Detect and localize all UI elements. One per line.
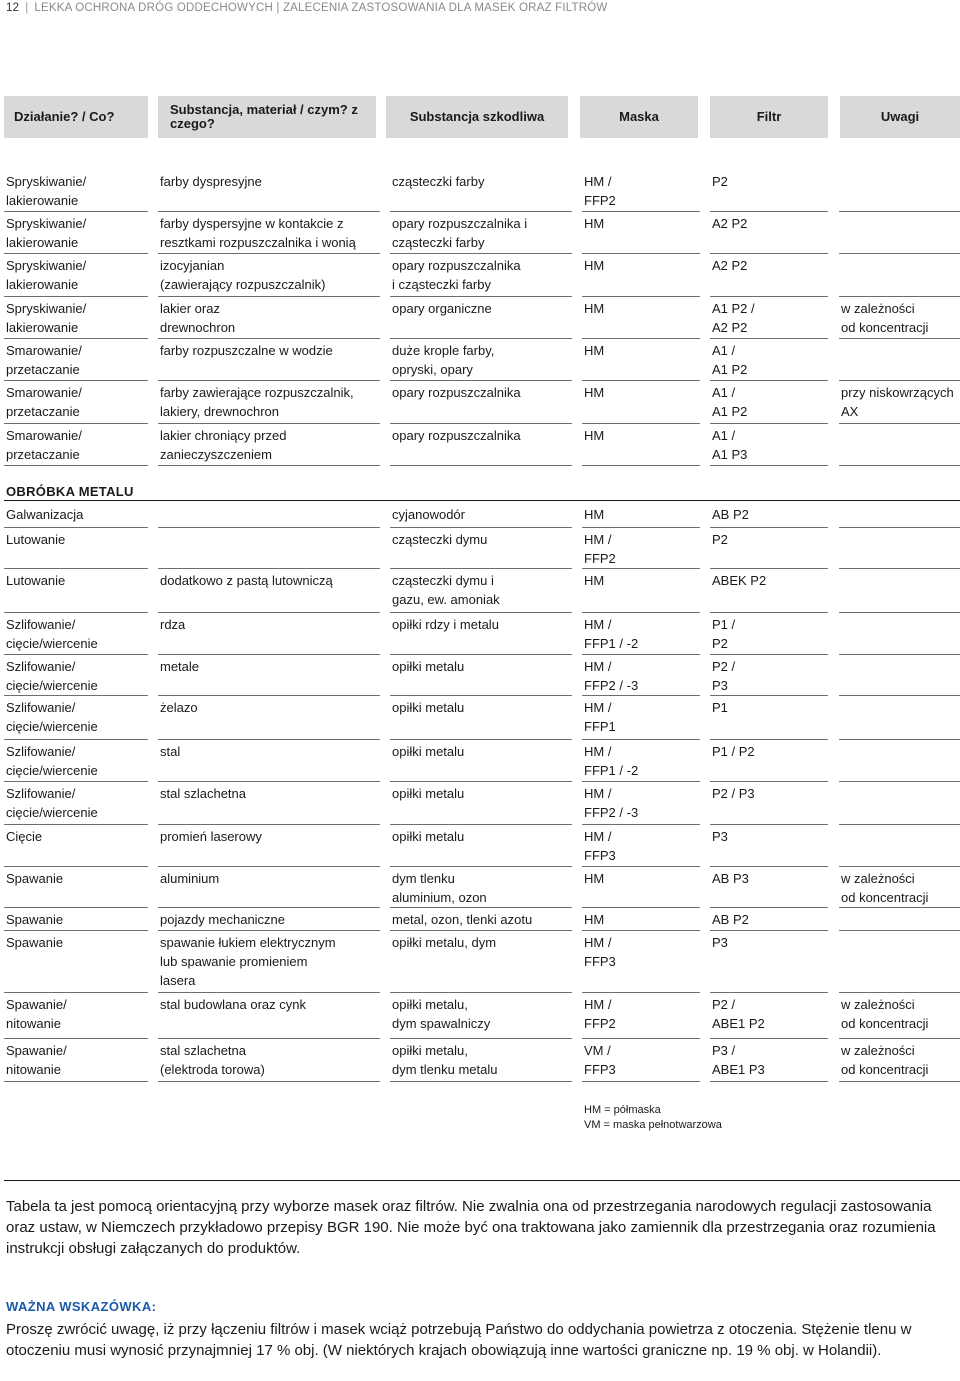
- notes-cell: w zależności od koncentracji: [841, 871, 929, 905]
- table-row: [0, 933, 960, 995]
- substance-cell: opiłki metalu, dym spawalniczy: [392, 997, 491, 1031]
- row-rule: [4, 1038, 148, 1039]
- action-cell: Spawanie: [6, 871, 64, 886]
- row-rule: [390, 296, 572, 297]
- material-cell: promień laserowy: [160, 829, 262, 844]
- row-rule: [4, 568, 148, 569]
- row-rule: [710, 568, 828, 569]
- row-rule: [710, 612, 828, 613]
- substance-cell: opiłki metalu, dym: [392, 935, 497, 950]
- mask-cell: HM: [584, 258, 605, 273]
- row-rule: [710, 1038, 828, 1039]
- action-cell: Spryskiwanie/ lakierowanie: [6, 216, 87, 250]
- row-rule: [839, 380, 960, 381]
- substance-cell: opary rozpuszczalnika i cząsteczki farby: [392, 258, 521, 292]
- row-rule: [839, 654, 960, 655]
- substance-cell: dym tlenku aluminium, ozon: [392, 871, 487, 905]
- row-rule: [158, 781, 380, 782]
- row-rule: [158, 211, 380, 212]
- table-row: [0, 784, 960, 827]
- row-rule: [158, 739, 380, 740]
- mask-cell: HM: [584, 343, 605, 358]
- substance-cell: opary rozpuszczalnika i cząsteczki farby: [392, 216, 528, 250]
- table-row: [0, 742, 960, 784]
- row-rule: [158, 465, 380, 466]
- row-rule: [710, 907, 828, 908]
- action-cell: Smarowanie/ przetaczanie: [6, 343, 82, 377]
- notes-cell: w zależności od koncentracji: [841, 301, 929, 335]
- row-rule: [710, 824, 828, 825]
- row-rule: [710, 695, 828, 696]
- material-cell: stal: [160, 744, 181, 759]
- row-rule: [390, 866, 572, 867]
- page-number: 12: [6, 2, 20, 14]
- substance-cell: opiłki metalu: [392, 744, 465, 759]
- row-rule: [4, 612, 148, 613]
- row-rule: [710, 992, 828, 993]
- row-rule: [582, 695, 700, 696]
- row-rule: [582, 568, 700, 569]
- header-separator: |: [25, 2, 29, 14]
- row-rule: [390, 739, 572, 740]
- material-cell: metale: [160, 659, 200, 674]
- table-row: [0, 505, 960, 530]
- row-rule: [582, 380, 700, 381]
- row-rule: [4, 211, 148, 212]
- table-row: [0, 383, 960, 426]
- table-row: [0, 827, 960, 869]
- mask-cell: HM / FFP2: [584, 532, 616, 566]
- row-rule: [582, 866, 700, 867]
- material-cell: żelazo: [160, 700, 198, 715]
- row-rule: [4, 527, 148, 528]
- row-rule: [4, 253, 148, 254]
- table-row: [0, 214, 960, 256]
- legend-vm: VM = maska pełnotwarzowa: [584, 1119, 722, 1131]
- row-rule: [390, 930, 572, 931]
- mask-cell: HM: [584, 507, 605, 522]
- row-rule: [839, 907, 960, 908]
- action-cell: Lutowanie: [6, 573, 66, 588]
- row-rule: [582, 338, 700, 339]
- mask-cell: HM / FFP2 / -3: [584, 659, 639, 693]
- page-title: LEKKA OCHRONA DRÓG ODDECHOWYCH | ZALECENIA ZASTOSOWANIA DLA MASEK ORAZ FILTRÓW: [34, 2, 608, 14]
- material-cell: stal szlachetna (elektroda torowa): [160, 1043, 265, 1077]
- filter-cell: P1 / P2: [712, 744, 755, 759]
- action-cell: Szlifowanie/ cięcie/wiercenie: [6, 786, 98, 820]
- action-cell: Szlifowanie/ cięcie/wiercenie: [6, 700, 98, 734]
- table-row: [0, 530, 960, 571]
- row-rule: [582, 1038, 700, 1039]
- substance-cell: opiłki metalu: [392, 659, 465, 674]
- row-rule: [158, 1081, 380, 1082]
- row-rule: [158, 423, 380, 424]
- row-rule: [839, 992, 960, 993]
- table-row: [0, 172, 960, 214]
- substance-cell: metal, ozon, tlenki azotu: [392, 912, 533, 927]
- notes-cell: przy niskowrzących AX: [841, 385, 954, 419]
- row-rule: [4, 1081, 148, 1082]
- row-rule: [839, 1081, 960, 1082]
- table-row: [0, 426, 960, 468]
- row-rule: [390, 380, 572, 381]
- row-rule: [158, 338, 380, 339]
- filter-cell: A1 / A1 P2: [712, 343, 748, 377]
- substance-cell: duże krople farby, opryski, opary: [392, 343, 495, 377]
- row-rule: [710, 866, 828, 867]
- filter-cell: AB P2: [712, 507, 749, 522]
- action-cell: Spryskiwanie/ lakierowanie: [6, 301, 87, 335]
- material-cell: aluminium: [160, 871, 220, 886]
- table-row: [0, 1041, 960, 1084]
- row-rule: [710, 739, 828, 740]
- row-rule: [710, 930, 828, 931]
- row-rule: [839, 338, 960, 339]
- mask-cell: HM: [584, 871, 605, 886]
- row-rule: [4, 781, 148, 782]
- mask-cell: HM: [584, 301, 605, 316]
- row-rule: [158, 527, 380, 528]
- row-rule: [839, 695, 960, 696]
- row-rule: [4, 739, 148, 740]
- filter-cell: P1: [712, 700, 728, 715]
- column-header-filter: Filtr: [710, 96, 828, 138]
- row-rule: [390, 465, 572, 466]
- mask-cell: HM: [584, 385, 605, 400]
- filter-cell: P2 / P3: [712, 659, 736, 693]
- column-headers: [0, 96, 960, 138]
- row-rule: [390, 211, 572, 212]
- row-rule: [158, 992, 380, 993]
- row-rule: [158, 380, 380, 381]
- filter-cell: A2 P2: [712, 216, 748, 231]
- column-header-harmful-substance: Substancja szkodliwa: [386, 96, 568, 138]
- substance-cell: opiłki metalu: [392, 829, 465, 844]
- material-cell: farby dyspersyjne w kontakcie z resztkami rozpuszczalnika i wonią: [160, 216, 356, 250]
- warning-title: WAŻNA WSKAZÓWKA:: [6, 1299, 157, 1314]
- row-rule: [710, 527, 828, 528]
- filter-cell: AB P2: [712, 912, 749, 927]
- row-rule: [582, 465, 700, 466]
- row-rule: [4, 824, 148, 825]
- action-cell: Galwanizacja: [6, 507, 84, 522]
- row-rule: [710, 296, 828, 297]
- row-rule: [158, 695, 380, 696]
- filter-cell: A1 / A1 P2: [712, 385, 748, 419]
- row-rule: [390, 612, 572, 613]
- row-rule: [582, 423, 700, 424]
- action-cell: Lutowanie: [6, 532, 66, 547]
- table-row: [0, 615, 960, 657]
- row-rule: [4, 992, 148, 993]
- table-row: [0, 698, 960, 742]
- row-rule: [710, 380, 828, 381]
- mask-cell: HM / FFP3: [584, 829, 616, 863]
- action-cell: Spryskiwanie/ lakierowanie: [6, 174, 87, 208]
- table-row: [0, 910, 960, 933]
- row-rule: [390, 907, 572, 908]
- row-rule: [158, 930, 380, 931]
- table-row: [0, 571, 960, 615]
- row-rule: [710, 781, 828, 782]
- material-cell: lakier chroniący przed zanieczyszczeniem: [160, 428, 287, 462]
- row-rule: [839, 423, 960, 424]
- table-row: [0, 657, 960, 698]
- legend-hm: HM = półmaska: [584, 1104, 661, 1116]
- row-rule: [158, 907, 380, 908]
- row-rule: [390, 1081, 572, 1082]
- substance-cell: cząsteczki dymu i gazu, ew. amoniak: [392, 573, 500, 607]
- row-rule: [390, 992, 572, 993]
- material-cell: rdza: [160, 617, 186, 632]
- row-rule: [582, 296, 700, 297]
- filter-cell: ABEK P2: [712, 573, 767, 588]
- row-rule: [158, 296, 380, 297]
- column-header-mask: Maska: [580, 96, 698, 138]
- row-rule: [158, 568, 380, 569]
- material-cell: farby zawierające rozpuszczalnik, lakiery, drewnochron: [160, 385, 354, 419]
- column-header-substance-material: Substancja, materiał / czym? z czego?: [158, 96, 376, 138]
- table-row: [0, 995, 960, 1041]
- mask-cell: HM / FFP2: [584, 174, 616, 208]
- row-rule: [582, 654, 700, 655]
- filter-cell: P3: [712, 829, 728, 844]
- action-cell: Spawanie: [6, 935, 64, 950]
- material-cell: dodatkowo z pastą lutowniczą: [160, 573, 333, 588]
- row-rule: [839, 824, 960, 825]
- row-rule: [710, 338, 828, 339]
- row-rule: [839, 568, 960, 569]
- row-rule: [390, 568, 572, 569]
- row-rule: [158, 1038, 380, 1039]
- filter-cell: P2 / P3: [712, 786, 755, 801]
- table-row: [0, 299, 960, 341]
- row-rule: [839, 866, 960, 867]
- notes-cell: w zależności od koncentracji: [841, 997, 929, 1031]
- column-header-notes: Uwagi: [840, 96, 960, 138]
- filter-cell: P3: [712, 935, 728, 950]
- row-rule: [582, 739, 700, 740]
- row-rule: [4, 338, 148, 339]
- substance-cell: opary rozpuszczalnika: [392, 428, 521, 443]
- warning-text: Proszę zwrócić uwagę, iż przy łączeniu filtrów i masek wciąż potrzebują Państwo do oddychania powietrza z otoczenia. Stężenie tlenu w otoczeniu musi wynosić przynajmniej 17 % obj. (W niektórych krajach obowiązują inne wartości graniczne np. 19 % obj. w Holandii).: [6, 1321, 912, 1359]
- substance-cell: opiłki metalu, dym tlenku metalu: [392, 1043, 498, 1077]
- row-rule: [582, 211, 700, 212]
- row-rule: [158, 866, 380, 867]
- mask-cell: HM: [584, 573, 605, 588]
- row-rule: [4, 930, 148, 931]
- filter-cell: A1 / A1 P3: [712, 428, 748, 462]
- row-rule: [4, 423, 148, 424]
- mask-cell: VM / FFP3: [584, 1043, 616, 1077]
- row-rule: [582, 1081, 700, 1082]
- row-rule: [158, 824, 380, 825]
- row-rule: [839, 465, 960, 466]
- action-cell: Spawanie/ nitowanie: [6, 997, 67, 1031]
- disclaimer-note: Tabela ta jest pomocą orientacyjną przy wyborze masek oraz filtrów. Nie zwalnia ona od przestrzegania narodowych regulacji zastosowania oraz ustaw, w Niemczech przykładowo przepisy BGR 190. Nie może być ona traktowana jako zamiennik dla przestrzegania oraz rozumienia instrukcji obsługi załączanych do produktów.: [6, 1198, 936, 1257]
- material-cell: stal budowlana oraz cynk: [160, 997, 306, 1012]
- row-rule: [158, 654, 380, 655]
- row-rule: [390, 781, 572, 782]
- row-rule: [839, 211, 960, 212]
- filter-cell: P2: [712, 532, 728, 547]
- row-rule: [839, 1038, 960, 1039]
- notes-cell: w zależności od koncentracji: [841, 1043, 929, 1077]
- row-rule: [710, 654, 828, 655]
- row-rule: [390, 695, 572, 696]
- substance-cell: cząsteczki farby: [392, 174, 485, 189]
- filter-cell: P1 / P2: [712, 617, 736, 651]
- filter-cell: A1 P2 / A2 P2: [712, 301, 755, 335]
- material-cell: izocyjanian (zawierający rozpuszczalnik): [160, 258, 326, 292]
- row-rule: [4, 296, 148, 297]
- divider: [4, 1180, 960, 1181]
- material-cell: stal szlachetna: [160, 786, 246, 801]
- row-rule: [582, 527, 700, 528]
- substance-cell: cząsteczki dymu: [392, 532, 488, 547]
- row-rule: [4, 380, 148, 381]
- row-rule: [710, 253, 828, 254]
- row-rule: [158, 612, 380, 613]
- mask-cell: HM / FFP1 / -2: [584, 617, 639, 651]
- legend: [584, 1103, 722, 1133]
- row-rule: [710, 1081, 828, 1082]
- material-cell: pojazdy mechaniczne: [160, 912, 286, 927]
- action-cell: Szlifowanie/ cięcie/wiercenie: [6, 659, 98, 693]
- row-rule: [390, 824, 572, 825]
- row-rule: [4, 465, 148, 466]
- row-rule: [582, 930, 700, 931]
- substance-cell: opary organiczne: [392, 301, 492, 316]
- table-row: [0, 256, 960, 299]
- row-rule: [390, 1038, 572, 1039]
- row-rule: [839, 527, 960, 528]
- row-rule: [4, 907, 148, 908]
- row-rule: [4, 866, 148, 867]
- action-cell: Smarowanie/ przetaczanie: [6, 428, 82, 462]
- action-cell: Smarowanie/ przetaczanie: [6, 385, 82, 419]
- table-row: [0, 869, 960, 910]
- mask-cell: HM / FFP1 / -2: [584, 744, 639, 778]
- mask-cell: HM / FFP2 / -3: [584, 786, 639, 820]
- row-rule: [710, 465, 828, 466]
- row-rule: [390, 338, 572, 339]
- filter-cell: P2 / ABE1 P2: [712, 997, 765, 1031]
- row-rule: [710, 211, 828, 212]
- page-header: [6, 2, 607, 16]
- row-rule: [390, 654, 572, 655]
- action-cell: Spawanie: [6, 912, 64, 927]
- action-cell: Szlifowanie/ cięcie/wiercenie: [6, 617, 98, 651]
- row-rule: [158, 253, 380, 254]
- mask-cell: HM: [584, 428, 605, 443]
- row-rule: [839, 296, 960, 297]
- material-cell: lakier oraz drewnochron: [160, 301, 236, 335]
- row-rule: [839, 930, 960, 931]
- action-cell: Cięcie: [6, 829, 43, 844]
- row-rule: [390, 253, 572, 254]
- filter-cell: P3 / ABE1 P3: [712, 1043, 765, 1077]
- row-rule: [4, 695, 148, 696]
- substance-cell: cyjanowodór: [392, 507, 465, 522]
- row-rule: [390, 527, 572, 528]
- row-rule: [839, 781, 960, 782]
- row-rule: [839, 739, 960, 740]
- mask-cell: HM / FFP3: [584, 935, 616, 969]
- table-row: [0, 341, 960, 383]
- filter-cell: AB P3: [712, 871, 749, 886]
- row-rule: [582, 992, 700, 993]
- section-title-metal: OBRÓBKA METALU: [6, 484, 134, 499]
- row-rule: [582, 781, 700, 782]
- row-rule: [839, 612, 960, 613]
- action-cell: Spryskiwanie/ lakierowanie: [6, 258, 87, 292]
- mask-cell: HM: [584, 912, 605, 927]
- action-cell: Spawanie/ nitowanie: [6, 1043, 67, 1077]
- substance-cell: opiłki rdzy i metalu: [392, 617, 499, 632]
- mask-cell: HM: [584, 216, 605, 231]
- column-header-action: Działanie? / Co?: [4, 96, 148, 138]
- row-rule: [710, 423, 828, 424]
- filter-cell: A2 P2: [712, 258, 748, 273]
- material-cell: farby rozpuszczalne w wodzie: [160, 343, 333, 358]
- row-rule: [390, 423, 572, 424]
- row-rule: [582, 612, 700, 613]
- material-cell: farby dyspresyjne: [160, 174, 262, 189]
- row-rule: [582, 907, 700, 908]
- row-rule: [582, 824, 700, 825]
- substance-cell: opiłki metalu: [392, 786, 465, 801]
- action-cell: Szlifowanie/ cięcie/wiercenie: [6, 744, 98, 778]
- row-rule: [4, 654, 148, 655]
- filter-cell: P2: [712, 174, 728, 189]
- mask-cell: HM / FFP1: [584, 700, 616, 734]
- section-rule: [4, 500, 960, 501]
- substance-cell: opary rozpuszczalnika: [392, 385, 521, 400]
- row-rule: [839, 253, 960, 254]
- mask-cell: HM / FFP2: [584, 997, 616, 1031]
- row-rule: [582, 253, 700, 254]
- substance-cell: opiłki metalu: [392, 700, 465, 715]
- material-cell: spawanie łukiem elektrycznym lub spawanie promieniem lasera: [160, 935, 336, 988]
